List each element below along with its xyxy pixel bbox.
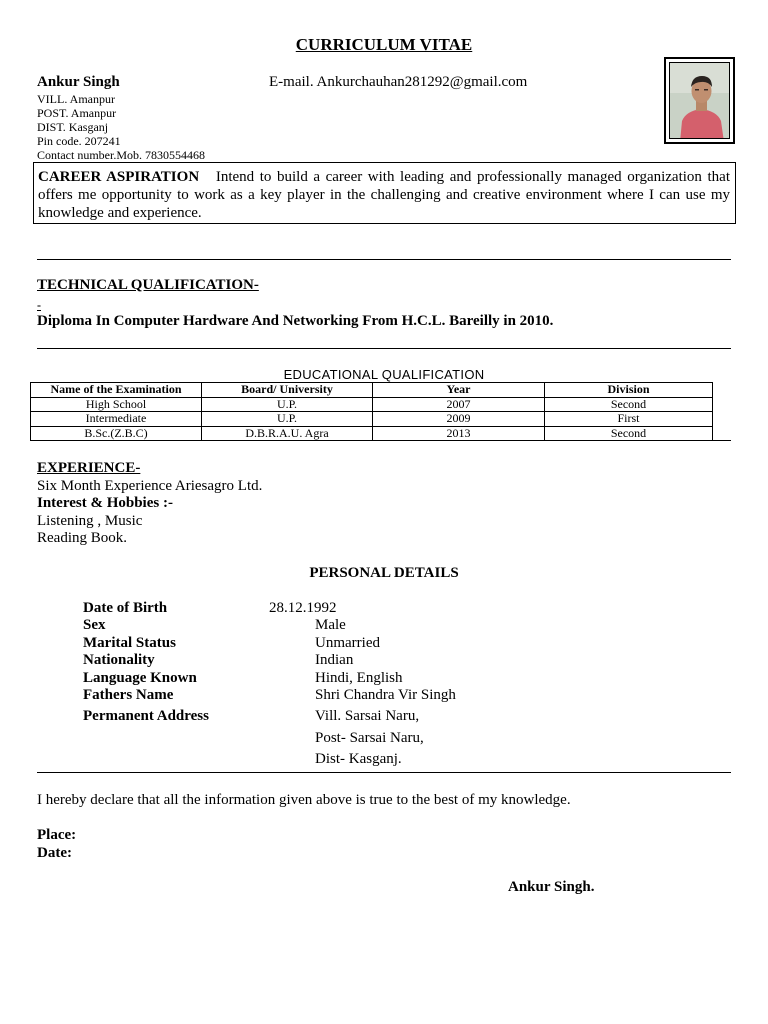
divider-1 xyxy=(37,259,731,260)
father-name-value: Shri Chandra Vir Singh xyxy=(315,687,456,703)
table-cell: U.P. xyxy=(202,397,373,412)
dob-label: Date of Birth xyxy=(83,600,168,616)
sex-value: Male xyxy=(315,617,346,633)
table-cell: 2009 xyxy=(373,412,545,427)
permanent-address-line: Vill. Sarsai Naru, xyxy=(315,708,420,724)
technical-marker: - xyxy=(37,298,41,312)
table-cell: Second xyxy=(545,397,713,412)
table-row xyxy=(31,397,713,412)
personal-details-heading: PERSONAL DETAILS xyxy=(309,565,459,581)
permanent-address-line: Post- Sarsai Naru, xyxy=(315,730,424,746)
language-label: Language Known xyxy=(83,670,197,686)
date-label: Date: xyxy=(37,845,72,861)
person-portrait-icon xyxy=(670,63,730,139)
education-table xyxy=(30,382,713,441)
interest-item: Listening , Music xyxy=(37,513,143,529)
experience-heading: EXPERIENCE- xyxy=(37,460,141,476)
document-title: CURRICULUM VITAE xyxy=(295,35,473,54)
marital-status-label: Marital Status xyxy=(83,635,176,651)
table-cell: First xyxy=(545,412,713,427)
table-row xyxy=(31,412,713,427)
nationality-label: Nationality xyxy=(83,652,155,668)
divider-table-bottom xyxy=(30,440,731,441)
divider-2 xyxy=(37,348,731,349)
profile-photo xyxy=(664,57,735,144)
address-pincode: Pin code. 207241 xyxy=(37,134,121,148)
address-village: VILL. Amanpur xyxy=(37,92,115,106)
career-aspiration-heading: CAREER ASPIRATION xyxy=(38,169,200,185)
nationality-value: Indian xyxy=(315,652,354,668)
permanent-address-line: Dist- Kasganj. xyxy=(315,751,402,767)
email-line: E-mail. Ankurchauhan281292@gmail.com xyxy=(269,74,528,90)
father-name-label: Fathers Name xyxy=(83,687,174,703)
table-cell: U.P. xyxy=(202,412,373,427)
column-header: Year xyxy=(373,383,545,398)
candidate-name: Ankur Singh xyxy=(37,74,120,90)
experience-text: Six Month Experience Ariesagro Ltd. xyxy=(37,478,263,494)
declaration-text: I hereby declare that all the information given above is true to the best of my knowledge. xyxy=(37,792,571,808)
sex-label: Sex xyxy=(83,617,106,633)
education-table-header xyxy=(31,383,713,398)
table-cell: D.B.R.A.U. Agra xyxy=(202,426,373,441)
dob-value: 28.12.1992 xyxy=(269,600,337,616)
table-cell: 2013 xyxy=(373,426,545,441)
column-header: Board/ University xyxy=(202,383,373,398)
address-post: POST. Amanpur xyxy=(37,106,117,120)
table-row xyxy=(31,426,713,441)
table-cell: Intermediate xyxy=(31,412,202,427)
place-label: Place: xyxy=(37,827,77,843)
column-header: Division xyxy=(545,383,713,398)
interests-heading: Interest & Hobbies :- xyxy=(37,495,173,511)
marital-status-value: Unmarried xyxy=(315,635,380,651)
technical-qualification-text: Diploma In Computer Hardware And Networking From H.C.L. Bareilly in 2010. xyxy=(37,313,554,329)
table-cell: 2007 xyxy=(373,397,545,412)
address-district: DIST. Kasganj xyxy=(37,120,109,134)
table-cell: Second xyxy=(545,426,713,441)
table-cell: B.Sc.(Z.B.C) xyxy=(31,426,202,441)
educational-qualification-caption: EDUCATIONAL QUALIFICATION xyxy=(283,367,485,382)
permanent-address-label: Permanent Address xyxy=(83,708,209,724)
language-value: Hindi, English xyxy=(315,670,403,686)
career-aspiration-text: Intend to build a career with leading and professionally managed organization that offers me opportunity to work as a key player in the challenging and creative environment where I can use my knowledge and experience. xyxy=(38,169,730,221)
technical-qualification-heading: TECHNICAL QUALIFICATION- xyxy=(37,277,259,293)
table-cell: High School xyxy=(31,397,202,412)
column-header: Name of the Examination xyxy=(31,383,202,398)
signature: Ankur Singh. xyxy=(508,879,595,895)
career-aspiration-box xyxy=(33,162,736,224)
divider-3 xyxy=(37,772,731,773)
contact-number: Contact number.Mob. 7830554468 xyxy=(37,148,205,162)
interest-item: Reading Book. xyxy=(37,530,127,546)
profile-photo-image xyxy=(669,62,730,139)
